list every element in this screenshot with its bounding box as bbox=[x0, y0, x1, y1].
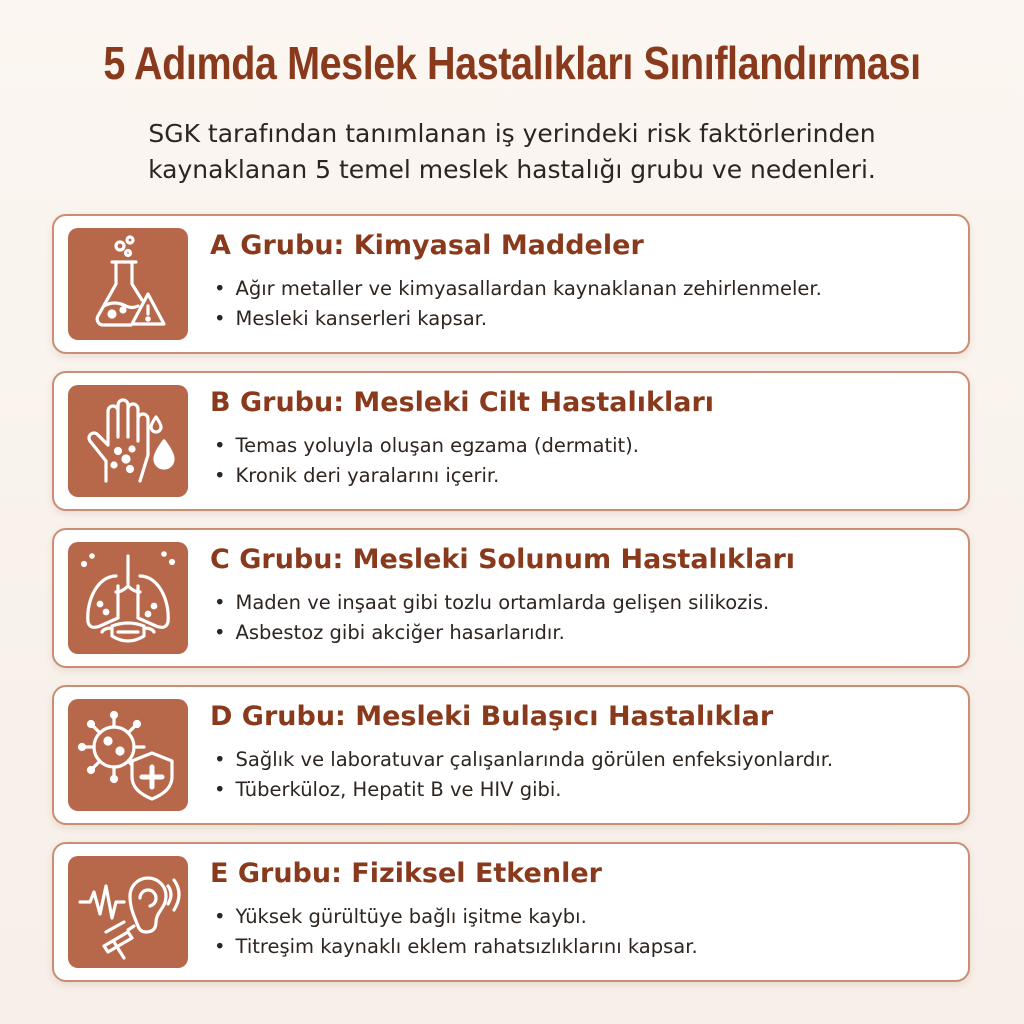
group-bullets-b bbox=[214, 431, 639, 491]
group-title-d: D Grubu: Mesleki Bulaşıcı Hastalıklar bbox=[210, 701, 774, 732]
group-bullets-a bbox=[214, 274, 822, 334]
hand-rash-icon bbox=[68, 385, 188, 497]
group-card-c bbox=[52, 528, 970, 668]
group-bullets-c bbox=[214, 588, 769, 648]
ear-vibration-icon bbox=[68, 856, 188, 968]
flask-warning-icon bbox=[68, 228, 188, 340]
group-title-e: E Grubu: Fiziksel Etkenler bbox=[210, 858, 602, 889]
group-bullet: • Kronik deri yaralarını içerir. bbox=[214, 461, 639, 491]
lungs-mask-icon bbox=[68, 542, 188, 654]
subtitle-line-2: kaynaklanan 5 temel meslek hastalığı grubu ve nedenleri. bbox=[148, 155, 876, 184]
group-card-e bbox=[52, 842, 970, 982]
group-card-a bbox=[52, 214, 970, 354]
group-bullet: • Ağır metaller ve kimyasallardan kaynaklanan zehirlenmeler. bbox=[214, 274, 822, 304]
group-bullet: • Asbestoz gibi akciğer hasarlarıdır. bbox=[214, 618, 769, 648]
page-subtitle bbox=[60, 116, 964, 188]
subtitle-line-1: SGK tarafından tanımlanan iş yerindeki risk faktörlerinden bbox=[148, 119, 876, 148]
group-bullet: • Sağlık ve laboratuvar çalışanlarında görülen enfeksiyonlardır. bbox=[214, 745, 833, 775]
group-card-d bbox=[52, 685, 970, 825]
group-bullet: • Yüksek gürültüye bağlı işitme kaybı. bbox=[214, 902, 698, 932]
group-title-b: B Grubu: Mesleki Cilt Hastalıkları bbox=[210, 387, 715, 418]
group-bullets-d bbox=[214, 745, 833, 805]
virus-shield-icon bbox=[68, 699, 188, 811]
group-bullets-e bbox=[214, 902, 698, 962]
group-card-b bbox=[52, 371, 970, 511]
group-bullet: • Mesleki kanserleri kapsar. bbox=[214, 304, 822, 334]
group-title-a: A Grubu: Kimyasal Maddeler bbox=[210, 230, 644, 261]
group-bullet: • Maden ve inşaat gibi tozlu ortamlarda gelişen silikozis. bbox=[214, 588, 769, 618]
group-title-c: C Grubu: Mesleki Solunum Hastalıkları bbox=[210, 544, 796, 575]
group-bullet: • Titreşim kaynaklı eklem rahatsızlıklarını kapsar. bbox=[214, 932, 698, 962]
group-bullet: • Tüberküloz, Hepatit B ve HIV gibi. bbox=[214, 775, 833, 805]
page-title: 5 Adımda Meslek Hastalıkları Sınıflandırması bbox=[103, 37, 921, 89]
group-bullet: • Temas yoluyla oluşan egzama (dermatit). bbox=[214, 431, 639, 461]
